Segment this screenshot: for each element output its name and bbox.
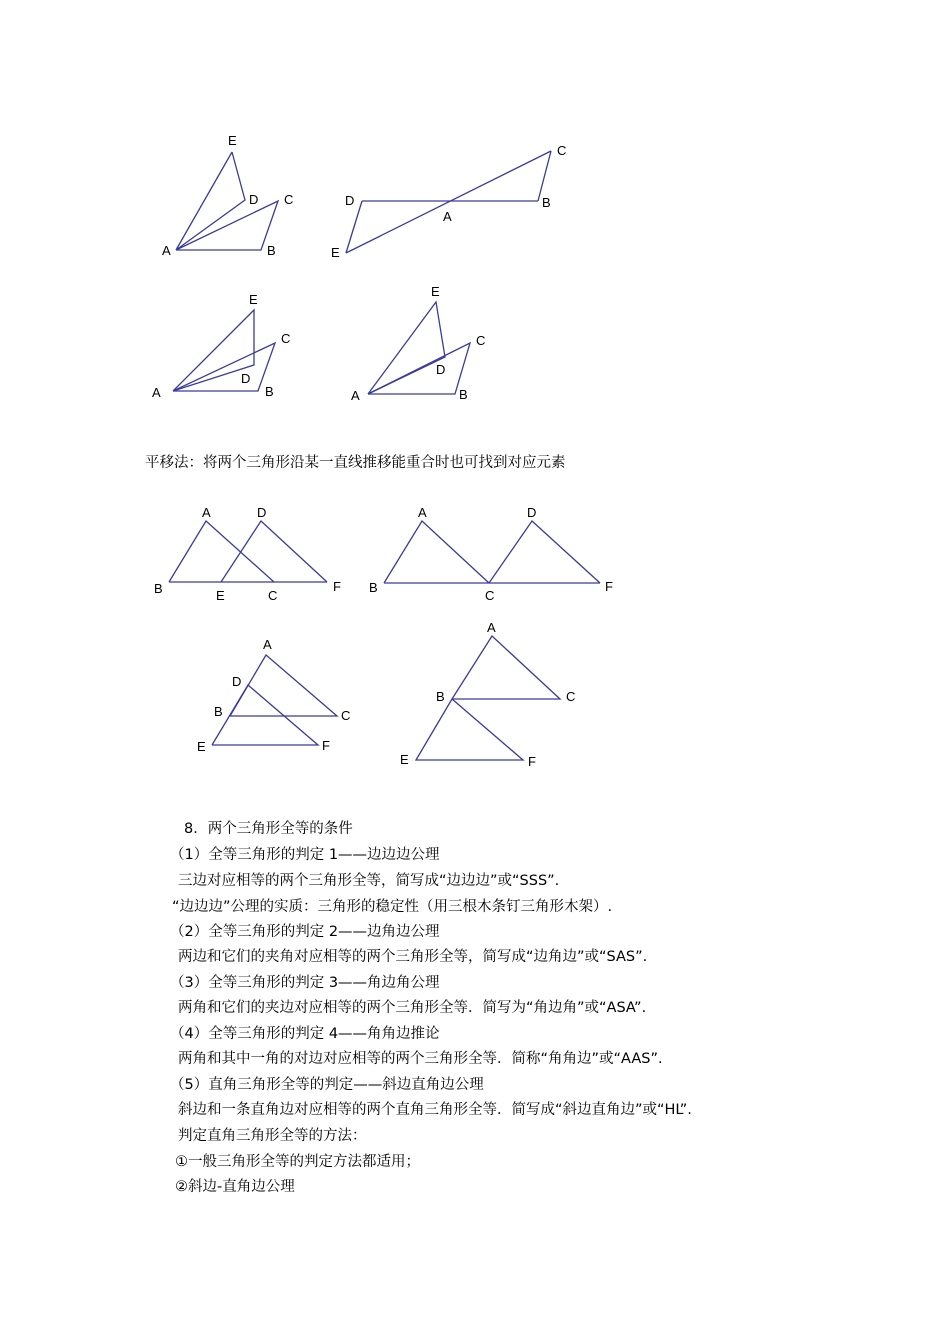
label-c: C [284,192,294,207]
label-f: F [528,754,536,769]
label-a: A [202,505,211,520]
label-a: A [162,243,171,258]
label-e: E [331,245,340,260]
label-d: D [232,674,242,689]
label-a: A [263,637,272,652]
label-c: C [485,588,495,603]
triangle-aed [368,302,445,394]
triangle-aed [176,152,245,250]
section-1-body: 三边对应相等的两个三角形全等，简写成“边边边”或“SSS”. [178,873,560,889]
label-d: D [436,362,446,377]
label-c: C [341,708,351,723]
triangle-bef [416,699,523,760]
translation-method-text: 平移法：将两个三角形沿某一直线推移能重合时也可找到对应元素 [145,455,566,471]
triangle-abc [230,655,337,716]
triangle-dcf [489,521,600,583]
figure-8 [395,615,595,775]
method-title: 判定直角三角形全等的方法： [178,1128,367,1144]
label-b: B [436,689,445,704]
label-d: D [345,193,355,208]
section-5-body: 斜边和一条直角边对应相等的两个直角三角形全等．简写成“斜边直角边”或“HL”. [178,1102,692,1118]
label-b: B [542,195,551,210]
label-b: B [154,581,163,596]
method-item-2: ②斜边-直角边公理 [175,1179,295,1195]
section-3-title: （3）全等三角形的判定 3——角边角公理 [170,975,440,991]
triangle-acb [176,201,278,250]
label-b: B [267,243,276,258]
label-c: C [557,143,567,158]
label-e: E [228,133,237,148]
section-2-body: 两边和它们的夹角对应相等的两个三角形全等，简写成“边角边”或“SAS”. [178,949,648,965]
triangle-acb [173,343,275,391]
label-e: E [197,739,206,754]
section-2-title: （2）全等三角形的判定 2——边角边公理 [170,924,440,940]
segment-de [346,201,362,253]
segment-ec [346,151,551,253]
label-d: D [527,505,537,520]
label-e: E [431,284,440,299]
label-e: E [249,292,258,307]
label-a: A [443,209,452,224]
label-c: C [476,333,486,348]
section-3-body: 两角和它们的夹边对应相等的两个三角形全等．简写为“角边角”或“ASA”. [178,1000,647,1016]
label-b: B [265,384,274,399]
section-4-title: （4）全等三角形的判定 4——角角边推论 [170,1026,440,1042]
method-item-1: ①一般三角形全等的判定方法都适用； [175,1154,420,1170]
figure-7 [190,630,365,755]
triangle-def [212,685,318,745]
label-c: C [268,588,278,603]
triangle-def [221,521,327,582]
section-1-note: “边边边”公理的实质：三角形的稳定性（用三根木条钉三角形木架）. [172,899,613,915]
label-c: C [281,331,291,346]
figure-2 [325,135,585,265]
triangle-abc [452,636,560,699]
label-b: B [459,387,468,402]
figure-5 [145,500,355,610]
label-f: F [333,579,341,594]
triangle-acb [368,343,470,394]
figure-4 [345,280,505,405]
label-d: D [249,192,259,207]
label-f: F [322,738,330,753]
label-b: B [214,704,223,719]
label-a: A [418,505,427,520]
section-5-title: （5）直角三角形全等的判定——斜边直角边公理 [170,1077,484,1093]
section-1-title: （1）全等三角形的判定 1——边边边公理 [170,847,440,863]
figure-3 [150,285,310,405]
label-e: E [400,752,409,767]
label-d: D [241,371,251,386]
label-a: A [351,388,360,403]
heading-conditions: 8．两个三角形全等的条件 [184,821,353,837]
segment-cb [538,151,551,201]
section-4-body: 两角和其中一角的对边对应相等的两个三角形全等．简称“角角边”或“AAS”. [178,1051,663,1067]
label-c: C [566,689,576,704]
figure-6 [365,500,620,610]
figure-1 [150,125,310,265]
label-a: A [152,385,161,400]
label-f: F [605,579,613,594]
label-e: E [216,588,225,603]
triangle-abc [169,521,274,582]
label-a: A [487,620,496,635]
label-b: B [369,580,378,595]
label-d: D [257,505,267,520]
triangle-abc [384,521,489,583]
